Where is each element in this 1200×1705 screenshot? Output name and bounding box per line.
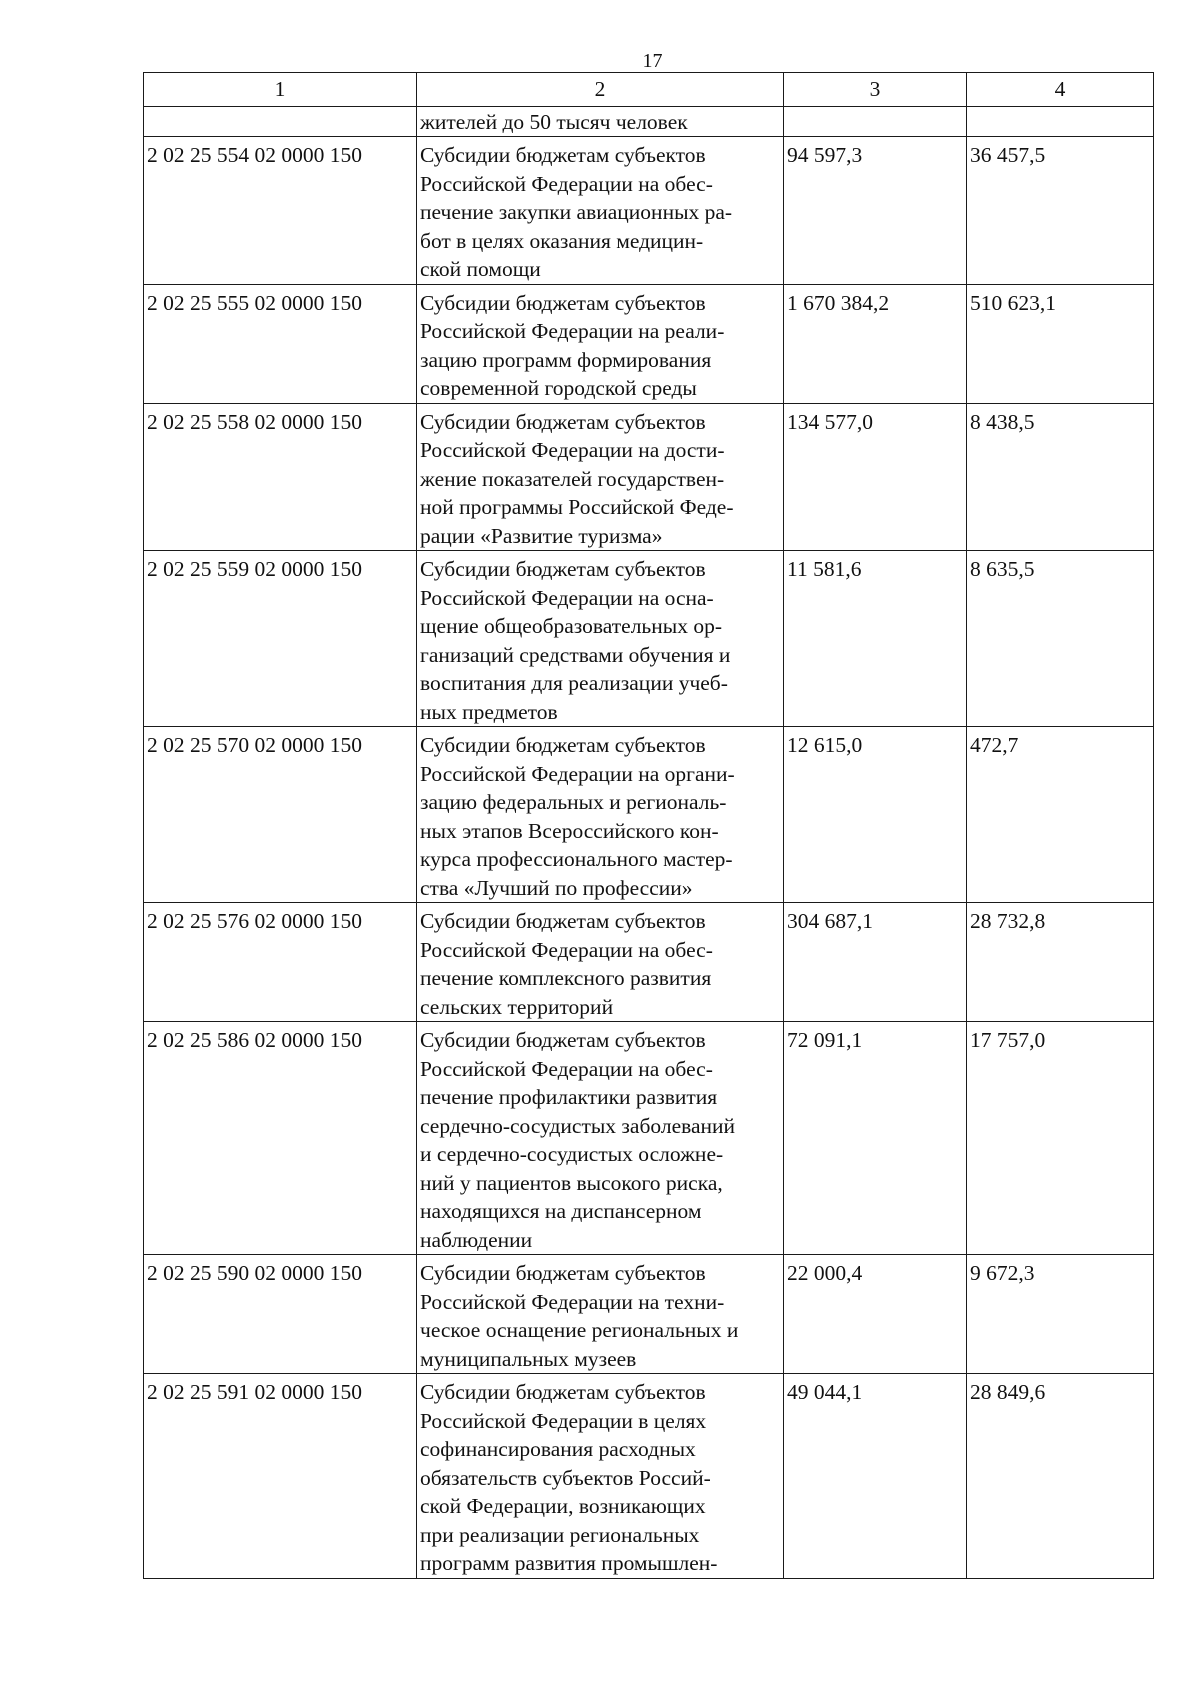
description-line: Субсидии бюджетам субъектов: [420, 1261, 706, 1285]
description-line: сердечно-сосудистых заболеваний: [420, 1113, 736, 1138]
budget-code-cell: 2 02 25 554 02 0000 150: [144, 137, 417, 285]
description-cell: [417, 137, 784, 285]
description-line: обязательств субъектов Россий-: [420, 1465, 711, 1490]
amount-col4-cell: 472,7: [967, 727, 1154, 903]
description-cell: [417, 551, 784, 727]
amount-col3-cell: 12 615,0: [784, 727, 967, 903]
description-line: ных предметов: [420, 699, 558, 724]
table-row: [144, 1374, 1154, 1579]
description-line: Субсидии бюджетам субъектов: [420, 1028, 706, 1052]
description-line: ческое оснащение региональных и: [420, 1318, 739, 1342]
description-line: Субсидии бюджетам субъектов: [420, 143, 706, 167]
table-row: [144, 403, 1154, 551]
table-body: [144, 106, 1154, 1578]
amount-col3-cell: 1 670 384,2: [784, 284, 967, 403]
table-row: [144, 727, 1154, 903]
amount-col4-cell: 8 438,5: [967, 403, 1154, 551]
column-header-2: 2: [417, 73, 784, 107]
description-line: ства «Лучший по профессии»: [420, 875, 693, 900]
amount-col3-cell: 49 044,1: [784, 1374, 967, 1579]
description-line: Субсидии бюджетам субъектов: [420, 1380, 706, 1404]
amount-col4-cell: 36 457,5: [967, 137, 1154, 285]
table-row: [144, 137, 1154, 285]
budget-revenue-table: [143, 72, 1154, 1579]
description-line: рации «Развитие туризма»: [420, 523, 663, 548]
description-cell: [417, 1022, 784, 1255]
table-header-row: [144, 73, 1154, 107]
description-line: Российской Федерации на техни-: [420, 1289, 725, 1314]
description-line: Российской Федерации на обес-: [420, 937, 713, 962]
description-cell: [417, 1255, 784, 1374]
table-row: [144, 551, 1154, 727]
description-line: Российской Федерации на дости-: [420, 438, 725, 462]
description-line: печение комплексного развития: [420, 966, 712, 990]
budget-code-cell: 2 02 25 590 02 0000 150: [144, 1255, 417, 1374]
description-line: ной программы Российской Феде-: [420, 495, 734, 519]
description-line: Субсидии бюджетам субъектов: [420, 290, 706, 315]
description-cell: [417, 1374, 784, 1579]
table-row: [144, 1022, 1154, 1255]
amount-col3-cell: 134 577,0: [784, 403, 967, 551]
table-row: [144, 903, 1154, 1022]
description-line: Российской Федерации на осна-: [420, 585, 714, 610]
description-line: бот в целях оказания медицин-: [420, 228, 704, 253]
description-line: ных этапов Всероссийского кон-: [420, 818, 719, 843]
description-line: современной городской среды: [420, 376, 697, 400]
description-cell: [417, 284, 784, 403]
description-cell: [417, 403, 784, 551]
amount-col3-cell: 94 597,3: [784, 137, 967, 285]
continuation-description: жителей до 50 тысяч человек: [417, 106, 784, 137]
description-line: находящихся на диспансерном: [420, 1199, 702, 1223]
page-number: 17: [642, 50, 663, 72]
amount-col4-cell: 9 672,3: [967, 1255, 1154, 1374]
description-line: жение показателей государствен-: [420, 466, 725, 491]
description-line: ганизаций средствами обучения и: [420, 642, 731, 667]
description-line: ской помощи: [420, 257, 541, 281]
description-line: софинансирования расходных: [420, 1437, 696, 1461]
description-cell: [417, 727, 784, 903]
budget-code-cell: 2 02 25 555 02 0000 150: [144, 284, 417, 403]
budget-code-cell: 2 02 25 570 02 0000 150: [144, 727, 417, 903]
amount-col3-cell: 72 091,1: [784, 1022, 967, 1255]
budget-code-cell: 2 02 25 559 02 0000 150: [144, 551, 417, 727]
description-line: муниципальных музеев: [420, 1346, 637, 1371]
amount-col3-cell: 11 581,6: [784, 551, 967, 727]
table-row: [144, 1255, 1154, 1374]
description-line: Российской Федерации на обес-: [420, 171, 713, 196]
description-line: ний у пациентов высокого риска,: [420, 1170, 723, 1195]
description-line: воспитания для реализации учеб-: [420, 671, 728, 695]
budget-code-cell: 2 02 25 591 02 0000 150: [144, 1374, 417, 1579]
description-line: щение общеобразовательных ор-: [420, 614, 722, 638]
description-line: наблюдении: [420, 1227, 533, 1252]
description-line: курса профессионального мастер-: [420, 847, 733, 871]
description-line: Субсидии бюджетам субъектов: [420, 733, 706, 757]
description-line: Субсидии бюджетам субъектов: [420, 557, 706, 581]
amount-col4-cell: 17 757,0: [967, 1022, 1154, 1255]
description-line: Субсидии бюджетам субъектов: [420, 409, 706, 434]
amount-col4-cell: 510 623,1: [967, 284, 1154, 403]
amount-col3-cell: 22 000,4: [784, 1255, 967, 1374]
continuation-col3-cell: [784, 106, 967, 137]
budget-code-cell: 2 02 25 576 02 0000 150: [144, 903, 417, 1022]
description-line: программ развития промышлен-: [420, 1551, 718, 1575]
description-line: Российской Федерации на обес-: [420, 1056, 713, 1081]
description-line: Субсидии бюджетам субъектов: [420, 909, 706, 933]
column-header-4: 4: [967, 73, 1154, 107]
description-line: Российской Федерации на органи-: [420, 761, 735, 786]
description-line: Российской Федерации в целях: [420, 1408, 707, 1433]
description-line: печение профилактики развития: [420, 1085, 718, 1109]
amount-col4-cell: 8 635,5: [967, 551, 1154, 727]
continuation-row: [144, 106, 1154, 137]
amount-col3-cell: 304 687,1: [784, 903, 967, 1022]
continuation-col4-cell: [967, 106, 1154, 137]
description-line: и сердечно-сосудистых осложне-: [420, 1142, 724, 1166]
column-header-3: 3: [784, 73, 967, 107]
description-line: зацию федеральных и региональ-: [420, 790, 727, 814]
description-cell: [417, 903, 784, 1022]
description-line: ской Федерации, возникающих: [420, 1494, 706, 1518]
description-line: сельских территорий: [420, 994, 614, 1019]
description-line: Российской Федерации на реали-: [420, 319, 725, 343]
continuation-code-cell: [144, 106, 417, 137]
description-line: при реализации региональных: [420, 1522, 700, 1547]
description-line: зацию программ формирования: [420, 347, 712, 372]
budget-code-cell: 2 02 25 586 02 0000 150: [144, 1022, 417, 1255]
amount-col4-cell: 28 849,6: [967, 1374, 1154, 1579]
amount-col4-cell: 28 732,8: [967, 903, 1154, 1022]
budget-code-cell: 2 02 25 558 02 0000 150: [144, 403, 417, 551]
description-line: печение закупки авиационных ра-: [420, 200, 733, 224]
column-header-1: 1: [144, 73, 417, 107]
table-row: [144, 284, 1154, 403]
